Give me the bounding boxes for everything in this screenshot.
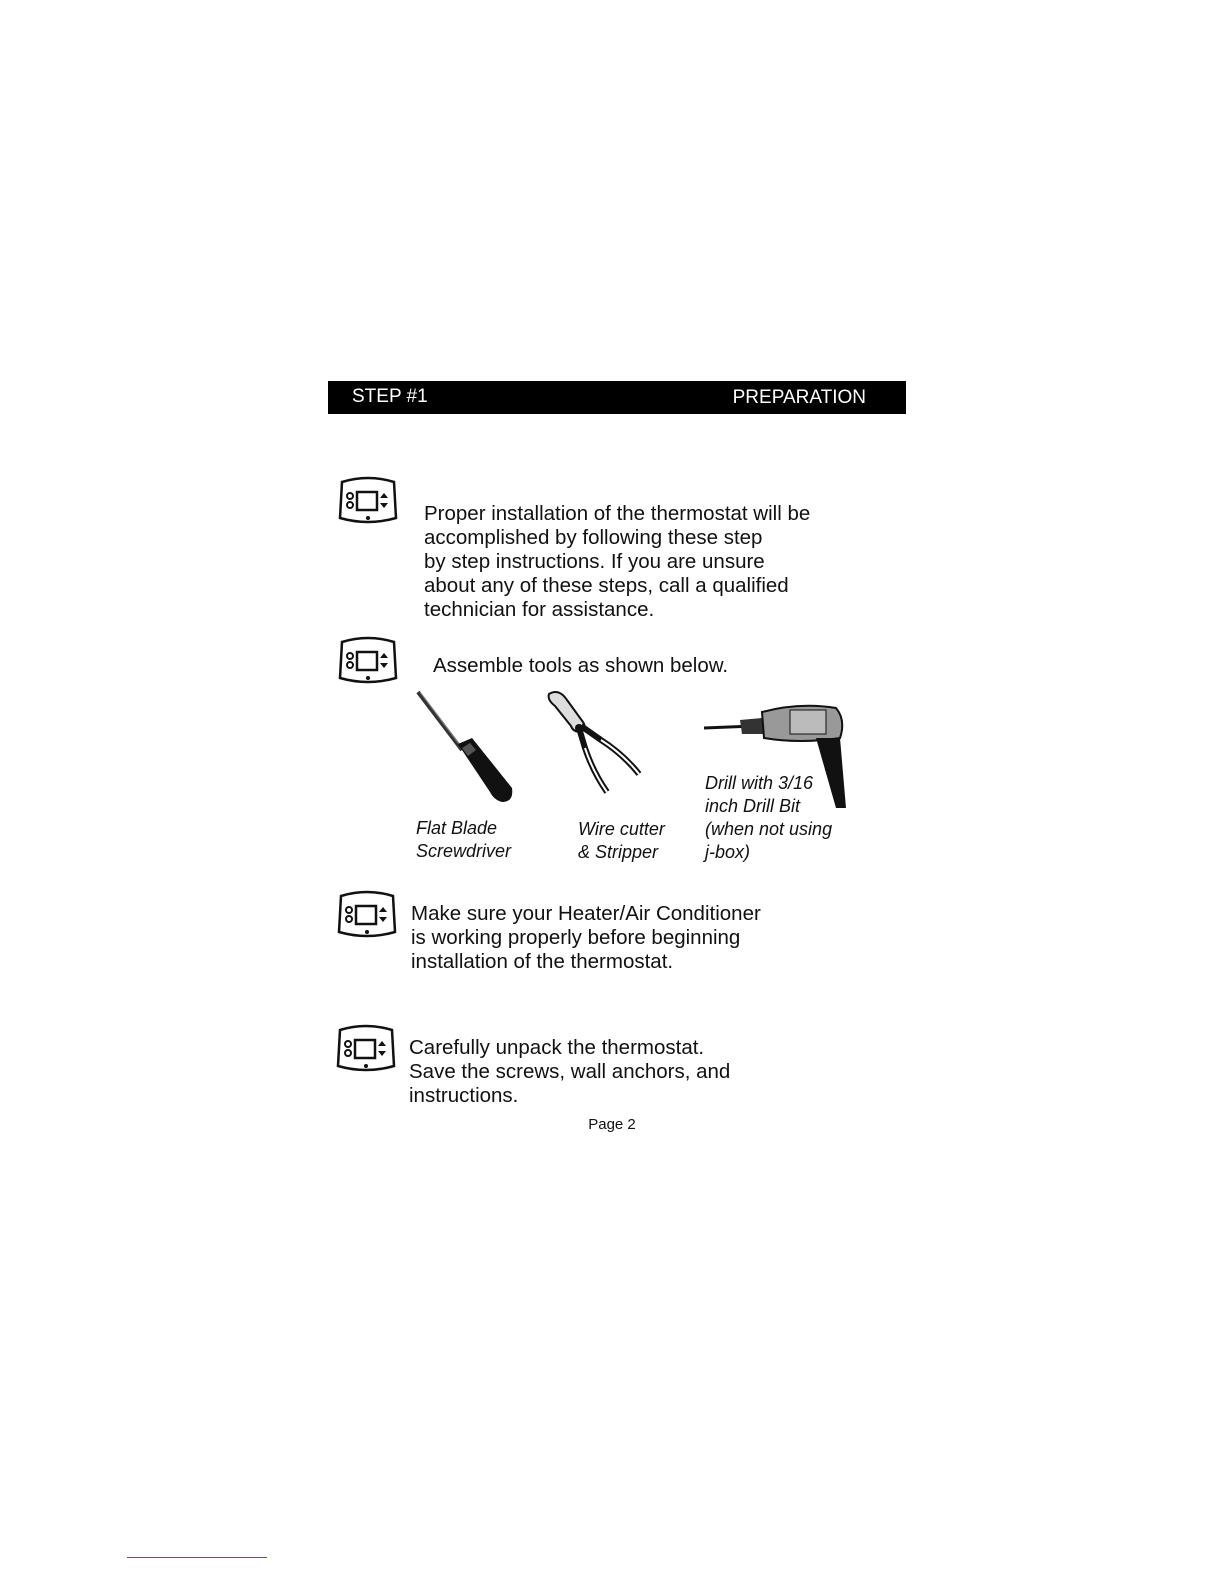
tool-label-wire-cutter: Wire cutter & Stripper [578,819,665,862]
step-title: PREPARATION [732,387,866,408]
pliers-icon [543,688,663,800]
step-number: STEP #1 [352,386,428,407]
instruction-text-1: Proper installation of the thermostat will be accomplished by following these step by step instructions. If you are unsure about any of these steps, call a qualified technician for assistance. [424,502,811,621]
thermostat-icon [335,888,399,944]
thermostat-icon [334,1022,398,1078]
thermostat-icon [336,634,400,690]
thermostat-icon [336,474,400,530]
step-header [328,381,906,414]
instruction-text-2: Assemble tools as shown below. [433,654,729,677]
screwdriver-icon [412,688,522,806]
instruction-text-3: Make sure your Heater/Air Conditioner is working properly before beginning installation of the thermostat. [411,902,761,973]
divider [127,1557,267,1558]
instruction-text-4: Carefully unpack the thermostat. Save the screws, wall anchors, and instructions. [409,1036,731,1107]
tool-label-screwdriver: Flat Blade Screwdriver [416,818,512,861]
page-number: Page 2 [588,1116,636,1133]
tool-label-drill: Drill with 3/16 inch Drill Bit (when not using j-box) [705,773,833,862]
